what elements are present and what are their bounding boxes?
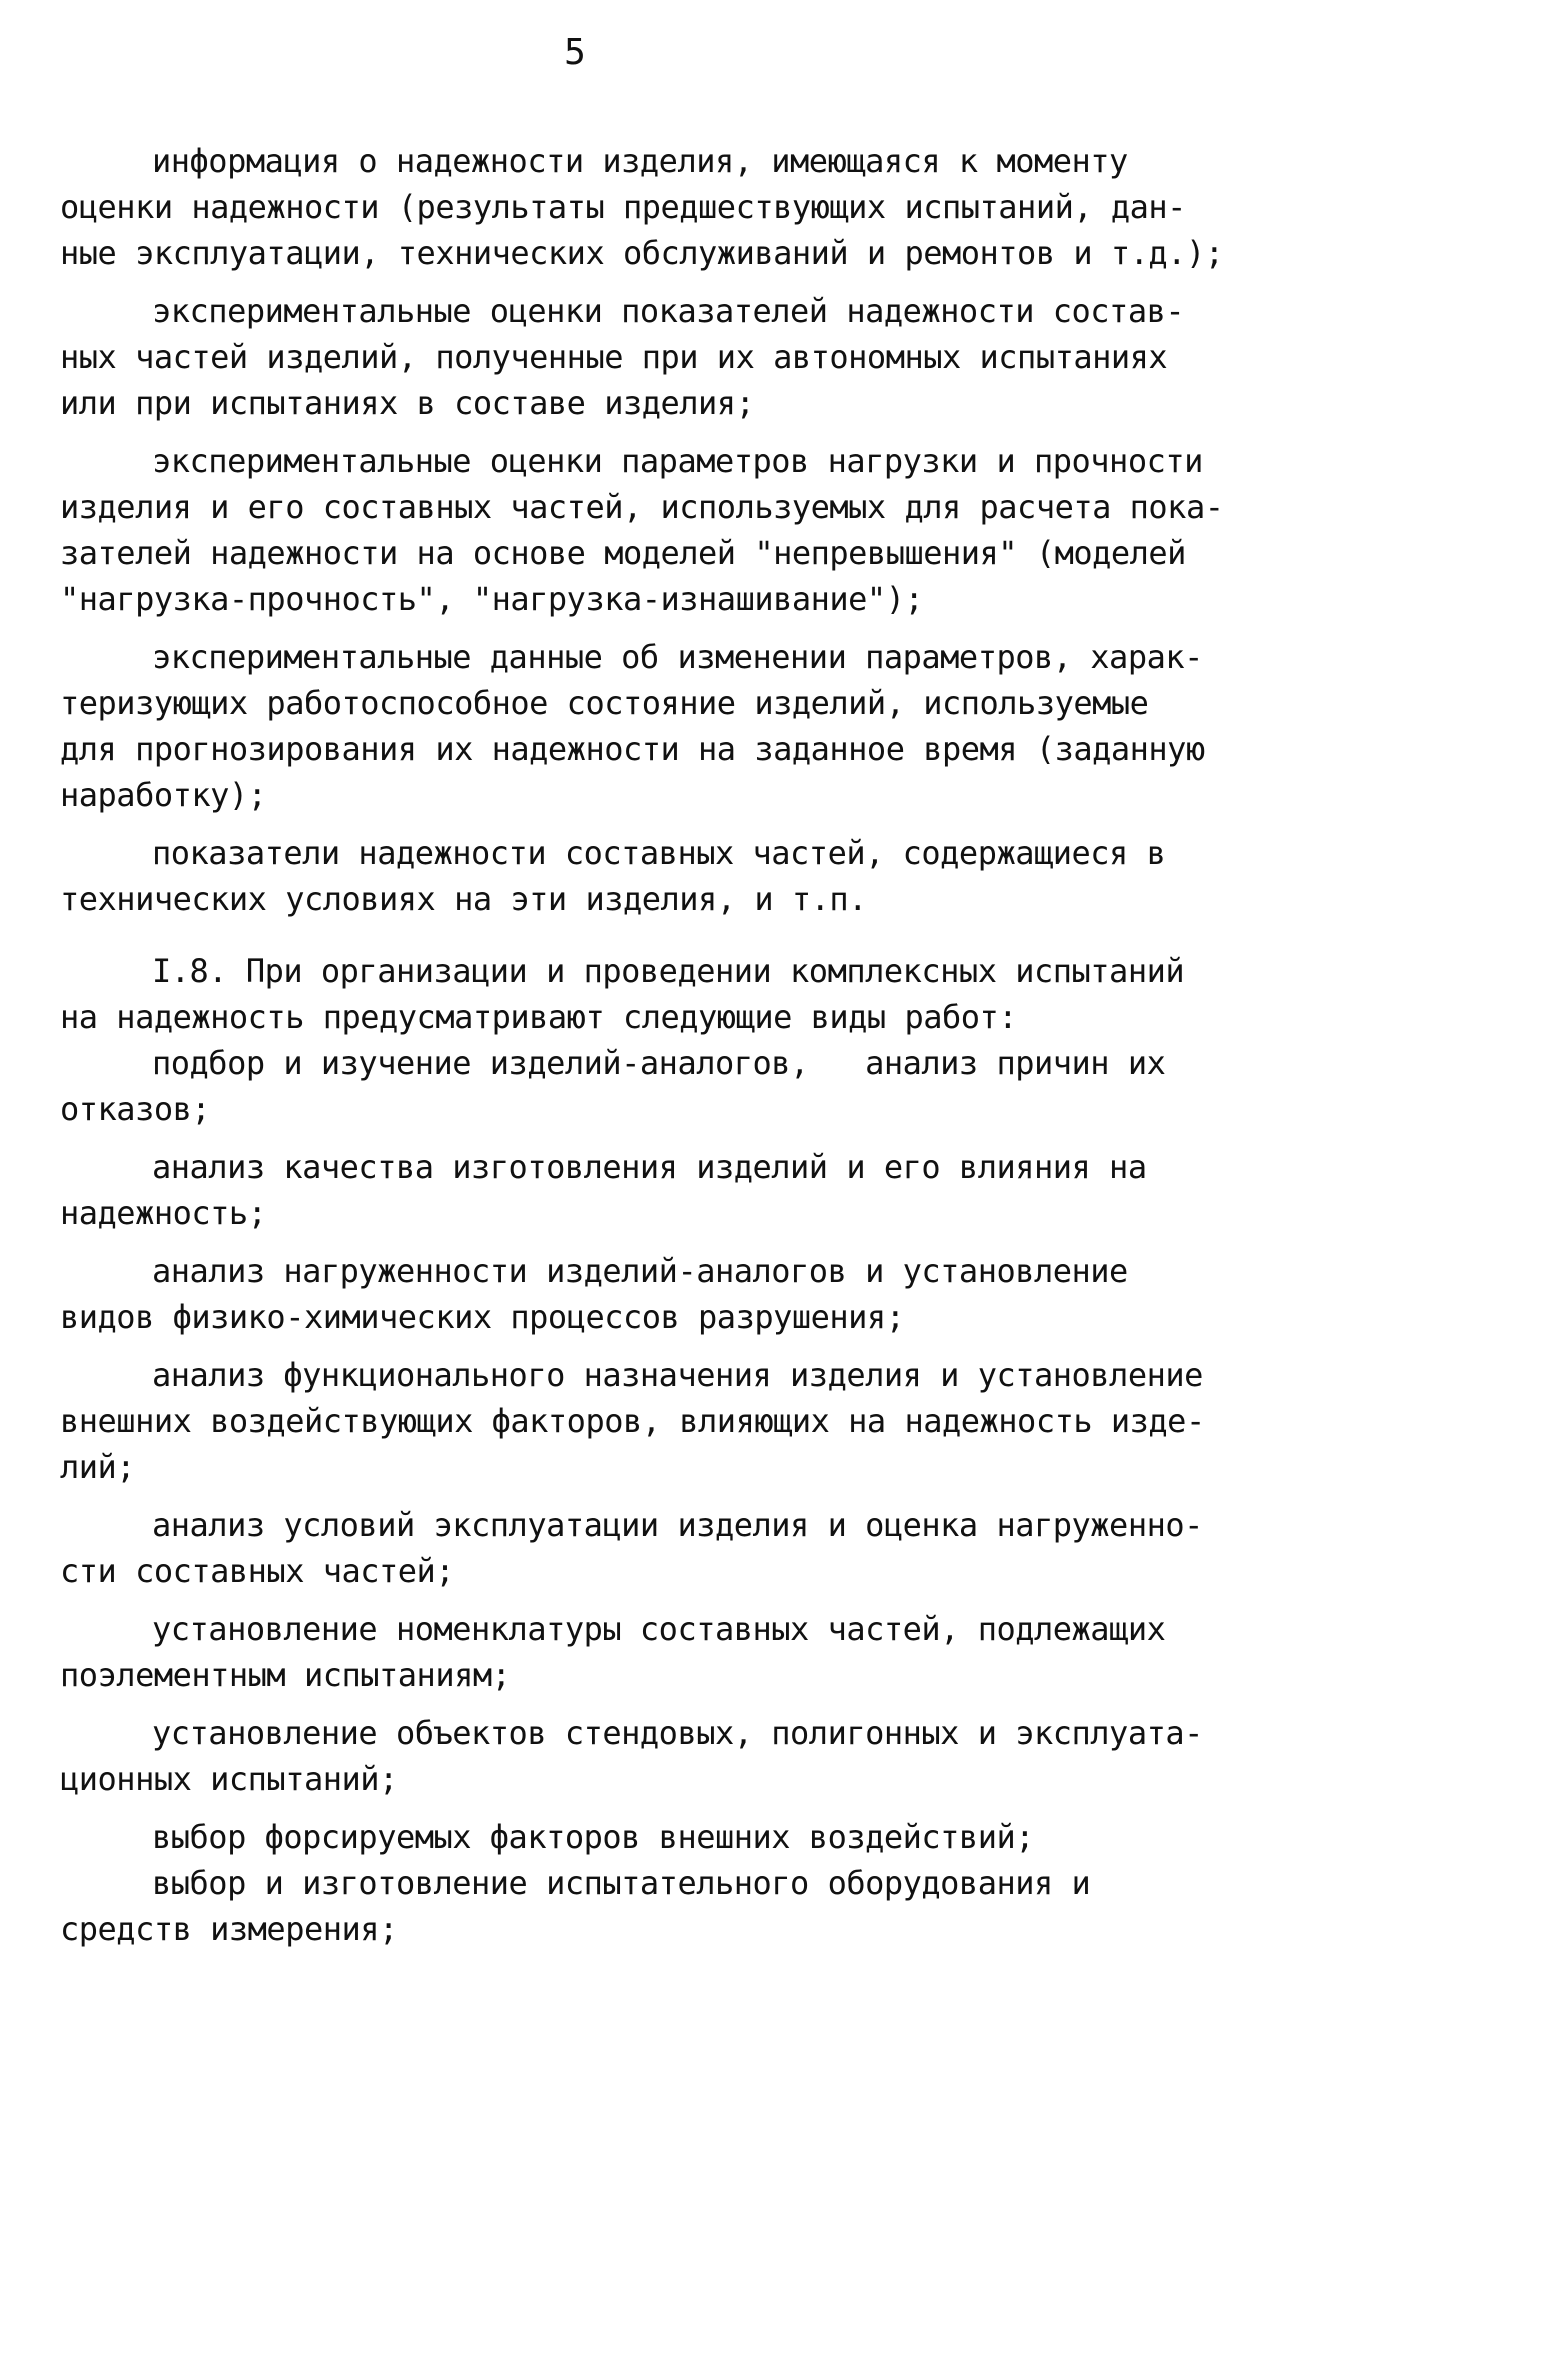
text-line: анализ качества изготовления изделий и его влияния на — [152, 1148, 1147, 1186]
text-line: подбор и изучение изделий-аналогов, анализ причин их — [152, 1044, 1166, 1082]
body-text — [60, 138, 1240, 1952]
text-line: анализ условий эксплуатации изделия и оценка нагруженно- — [152, 1506, 1203, 1544]
page-number: 5 — [564, 32, 586, 73]
text-line: технических условиях на эти изделия, и т.п. — [60, 880, 867, 918]
text-line: ционных испытаний; — [60, 1760, 398, 1798]
text-line: внешних воздействующих факторов, влияющих на надежность изде- — [60, 1402, 1205, 1440]
text-line: анализ нагруженности изделий-аналогов и установление — [152, 1252, 1128, 1290]
text-line: I.8. При организации и проведении комплексных испытаний — [152, 952, 1185, 990]
text-line: оценки надежности (результаты предшествующих испытаний, дан- — [60, 188, 1186, 226]
text-line: ных частей изделий, полученные при их автономных испытаниях — [60, 338, 1168, 376]
text-line: выбор и изготовление испытательного оборудования и — [152, 1864, 1091, 1902]
text-line: выбор форсируемых факторов внешних воздействий; — [152, 1818, 1034, 1856]
text-line: экспериментальные данные об изменении параметров, харак- — [152, 638, 1203, 676]
text-line: отказов; — [60, 1090, 211, 1128]
text-line: или при испытаниях в составе изделия; — [60, 384, 755, 422]
text-line: экспериментальные оценки параметров нагрузки и прочности — [152, 442, 1203, 480]
text-line: теризующих работоспособное состояние изделий, используемые — [60, 684, 1149, 722]
text-line: показатели надежности составных частей, содержащиеся в — [152, 834, 1166, 872]
text-line: надежность; — [60, 1194, 267, 1232]
text-line: ные эксплуатации, технических обслуживаний и ремонтов и т.д.); — [60, 234, 1224, 272]
text-line: сти составных частей; — [60, 1552, 455, 1590]
text-line: информация о надежности изделия, имеющаяся к моменту — [152, 142, 1128, 180]
text-line: поэлементным испытаниям; — [60, 1656, 511, 1694]
text-line: зателей надежности на основе моделей "непревышения" (моделей — [60, 534, 1186, 572]
text-line: "нагрузка-прочность", "нагрузка-изнашивание"); — [60, 580, 924, 618]
text-line: установление объектов стендовых, полигонных и эксплуата- — [152, 1714, 1203, 1752]
text-line: анализ функционального назначения изделия и установление — [152, 1356, 1203, 1394]
text-line: экспериментальные оценки показателей надежности состав- — [152, 292, 1185, 330]
text-line: средств измерения; — [60, 1910, 398, 1948]
text-line: на надежность предусматривают следующие виды работ: — [60, 998, 1018, 1036]
text-line: наработку); — [60, 776, 267, 814]
text-line: установление номенклатуры составных частей, подлежащих — [152, 1610, 1166, 1648]
text-line: видов физико-химических процессов разрушения; — [60, 1298, 905, 1336]
text-line: изделия и его составных частей, используемых для расчета пока- — [60, 488, 1224, 526]
text-line: лий; — [60, 1448, 136, 1486]
text-line: для прогнозирования их надежности на заданное время (заданную — [60, 730, 1205, 768]
